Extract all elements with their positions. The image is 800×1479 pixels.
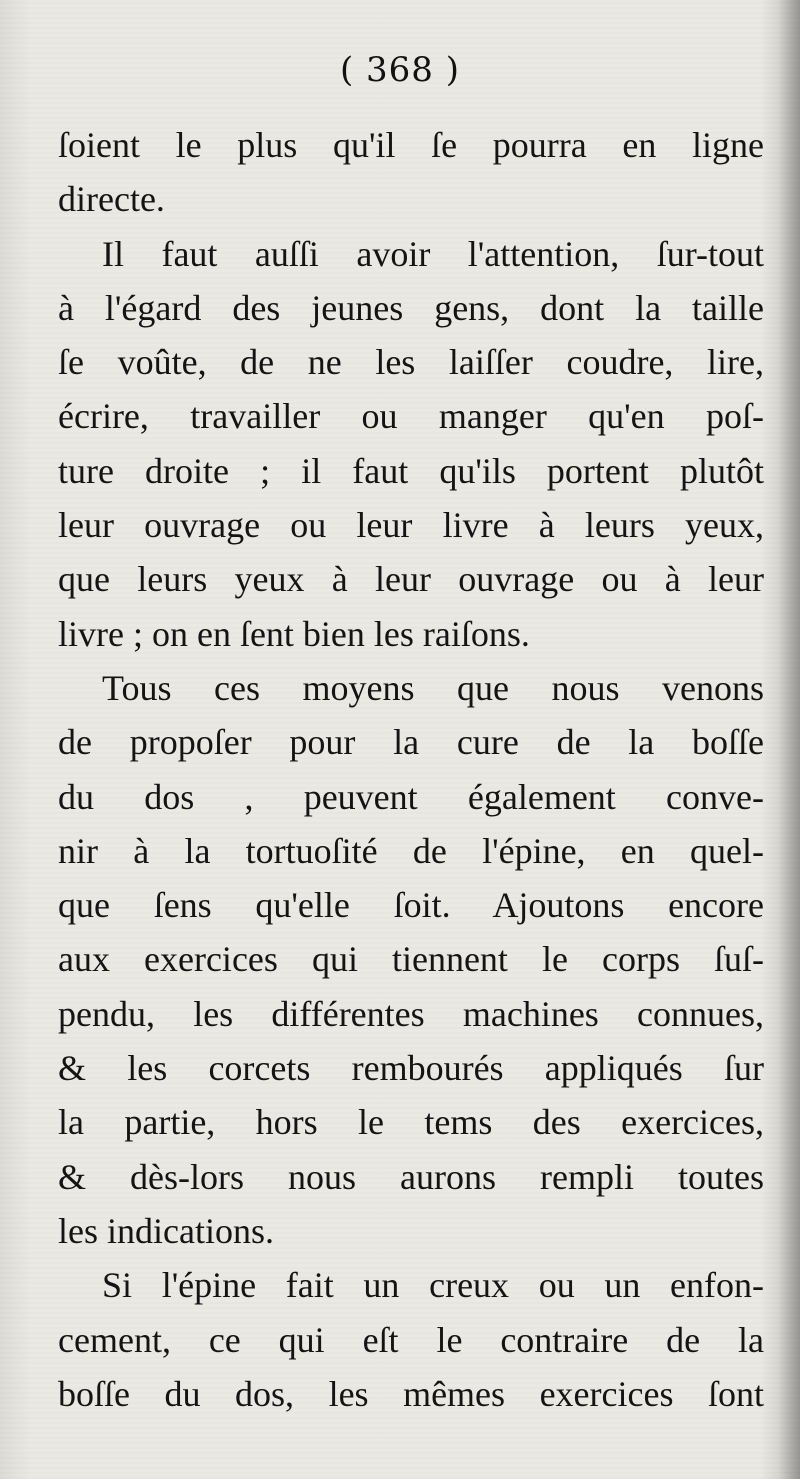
text-line: leur ouvrage ou leur livre à leurs yeux, xyxy=(58,505,764,546)
text-line: nir à la tortuoſité de l'épine, en quel- xyxy=(58,830,764,871)
text-line: livre ; on en ſent bien les raiſons. xyxy=(58,613,530,654)
text-line: directe. xyxy=(58,179,165,220)
page-number: ( 368 ) xyxy=(339,50,461,90)
text-line: & dès-lors nous aurons rempli toutes xyxy=(58,1156,764,1197)
body-text xyxy=(58,118,764,1421)
text-line: la partie, hors le tems des exercices, xyxy=(58,1102,764,1143)
text-line: Tous ces moyens que nous venons xyxy=(102,667,764,708)
text-line: boſſe du dos, les mêmes exercices ſont xyxy=(58,1373,764,1414)
text-line: à l'égard des jeunes gens, dont la taille xyxy=(58,287,764,328)
text-line: ſoient le plus qu'il ſe pourra en ligne xyxy=(58,125,764,165)
text-line: cement, ce qui eſt le contraire de la xyxy=(58,1319,764,1360)
text-line: ture droite ; il faut qu'ils portent plutôt xyxy=(58,450,764,491)
text-line: de propoſer pour la cure de la boſſe xyxy=(58,722,764,763)
text-line: aux exercices qui tiennent le corps ſuſ- xyxy=(58,939,764,980)
text-line: du dos , peuvent également conve- xyxy=(58,776,764,817)
text-line: Il faut auſſi avoir l'attention, ſur-tout xyxy=(102,233,764,274)
text-line: que leurs yeux à leur ouvrage ou à leur xyxy=(58,559,764,600)
text-line: écrire, travailler ou manger qu'en poſ- xyxy=(58,396,764,437)
text-line: que ſens qu'elle ſoit. Ajoutons encore xyxy=(58,885,764,926)
text-line: les indications. xyxy=(58,1210,274,1251)
text-line: ſe voûte, de ne les laiſſer coudre, lire, xyxy=(58,342,764,383)
text-line: Si l'épine fait un creux ou un enfon- xyxy=(102,1265,764,1306)
page-edge-shadow xyxy=(778,0,800,1479)
text-line: pendu, les différentes machines connues, xyxy=(58,993,764,1034)
text-line: & les corcets rembourés appliqués ſur xyxy=(58,1048,764,1089)
